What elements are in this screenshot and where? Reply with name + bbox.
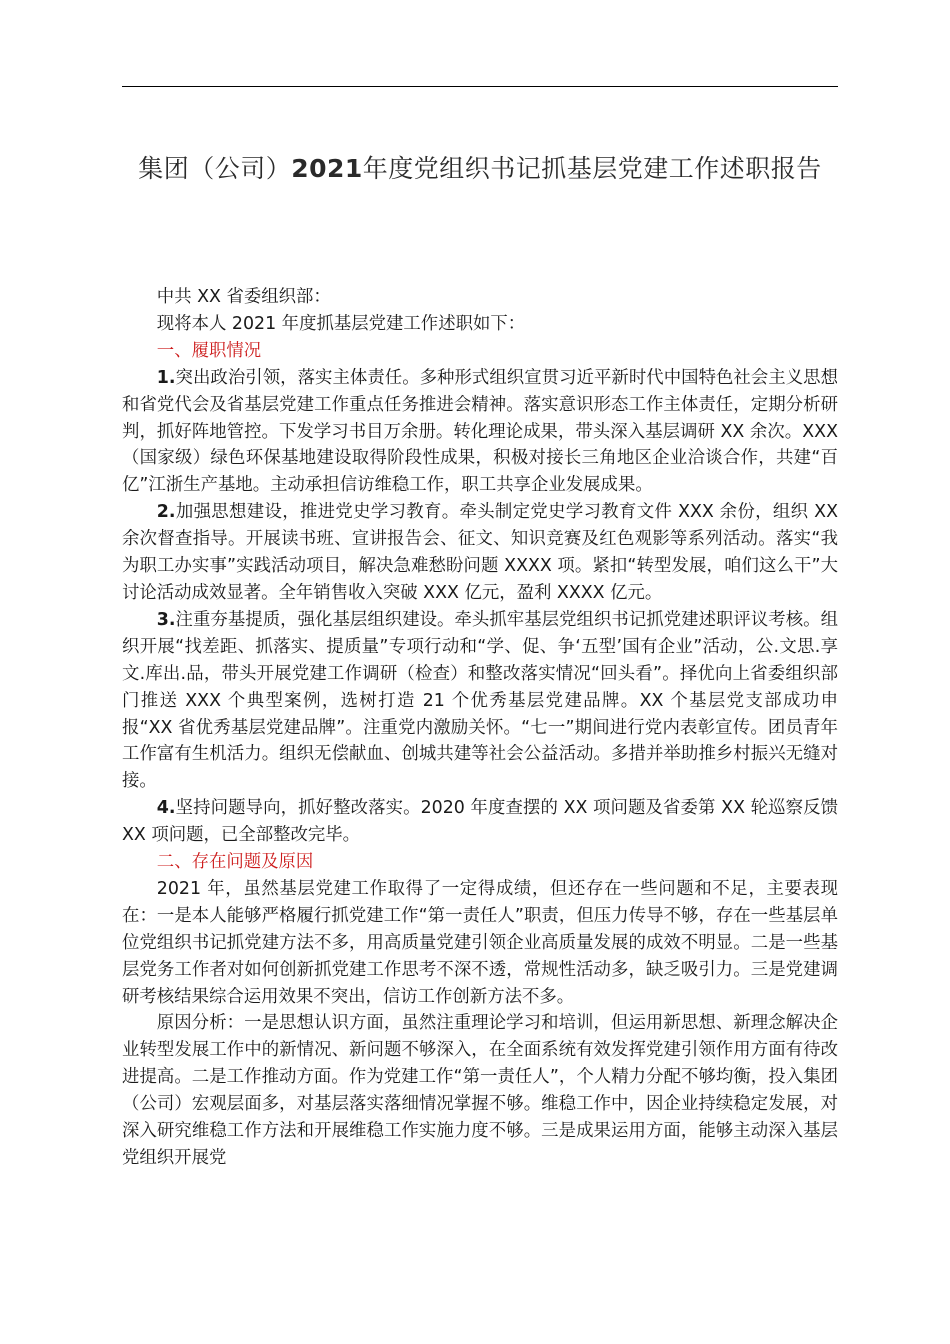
intro-paragraph: 现将本人 2021 年度抓基层党建工作述职如下： (156, 313, 526, 334)
item-paragraph-1 (122, 365, 838, 500)
document-body (122, 284, 838, 1172)
item-number-3: 3. (156, 609, 176, 630)
item-paragraph-4 (122, 795, 838, 849)
item-text-4: 坚持问题导向，抓好整改落实。2020 年度查摆的 XX 项问题及省委第 XX 轮巡察反馈 XX 项问题，已全部整改完毕。 (122, 798, 838, 846)
section-heading-2: 二、存在问题及原因 (156, 852, 314, 873)
item-number-4: 4. (156, 798, 176, 819)
item-text-3: 注重夯基提质，强化基层组织建设。牵头抓牢基层党组织书记抓党建述职评议考核。组织开展“找差距、抓落实、提质量”专项行动和“学、促、争‘五型’国有企业”活动，公.文思.享文.库出.品，带头开展党建工作调研（检查）和整改落实情况“回头看”。择优向上省委组织部门推送 XXX 个典型案例，选树打造 21 个优秀基层党建品牌。XX 个基层党支部成功申报“XX 省优秀基层党建品牌”。注重党内激励关怀。“七一”期间进行党内表彰宣传。团员青年工作富有生机活力。组织无偿献血、创城共建等社会公益活动。多措并举助推乡村振兴无缝对接。 (122, 609, 838, 792)
salutation: 中共 XX 省委组织部： (156, 287, 331, 307)
title-year: 2021 (291, 154, 363, 183)
item-paragraph-2 (122, 499, 838, 607)
title-prefix: 集团（公司） (138, 154, 292, 183)
header-rule (122, 86, 838, 87)
item-number-2: 2. (156, 502, 176, 523)
item-number-1: 1. (156, 367, 176, 388)
item-text-2: 加强思想建设，推进党史学习教育。牵头制定党史学习教育文件 XXX 余份，组织 XX 余次督查指导。开展读书班、宣讲报告会、征文、知识竞赛及红色观影等系列活动。落实“我为职工办实事”实践活动项目，解决急难愁盼问题 XXXX 项。紧扣“转型发展，咱们这么干”大讨论活动成效显著。全年销售收入突破 XXX 亿元，盈利 XXXX 亿元。 (122, 502, 838, 603)
item-paragraph-3 (122, 607, 838, 795)
problems-paragraph: 2021 年，虽然基层党建工作取得了一定得成绩，但还存在一些问题和不足，主要表现在：一是本人能够严格履行抓党建工作“第一责任人”职责，但压力传导不够，存在一些基层单位党组织书记抓党建方法不多，用高质量党建引领企业高质量发展的成效不明显。二是一些基层党务工作者对如何创新抓党建工作思考不深不透，常规性活动多，缺乏吸引力。三是党建调研考核结果综合运用效果不突出，信访工作创新方法不多。 (122, 878, 838, 1007)
item-text-1: 突出政治引领，落实主体责任。多种形式组织宣贯习近平新时代中国特色社会主义思想和省党代会及省基层党建工作重点任务推进会精神。落实意识形态工作主体责任，定期分析研判，抓好阵地管控。下发学习书目万余册。转化理论成果，带头深入基层调研 XX 余次。XXX（国家级）绿色环保基地建设取得阶段性成果，积极对接长三角地区企业洽谈合作，共建“百亿”江浙生产基地。主动承担信访维稳工作，职工共享企业发展成果。 (122, 367, 838, 496)
title-suffix: 年度党组织书记抓基层党建工作述职报告 (362, 154, 822, 183)
analysis-paragraph: 原因分析：一是思想认识方面，虽然注重理论学习和培训，但运用新思想、新理念解决企业转型发展工作中的新情况、新问题不够深入，在全面系统有效发挥党建引领作用方面有待改进提高。二是工作推动方面。作为党建工作“第一责任人”，个人精力分配不够均衡，投入集团（公司）宏观层面多，对基层落实落细情况掌握不够。维稳工作中，因企业持续稳定发展，对深入研究维稳工作方法和开展维稳工作实施力度不够。三是成果运用方面，能够主动深入基层党组织开展党 (122, 1013, 838, 1168)
section-heading-1: 一、履职情况 (156, 340, 262, 361)
document-title (122, 146, 838, 192)
